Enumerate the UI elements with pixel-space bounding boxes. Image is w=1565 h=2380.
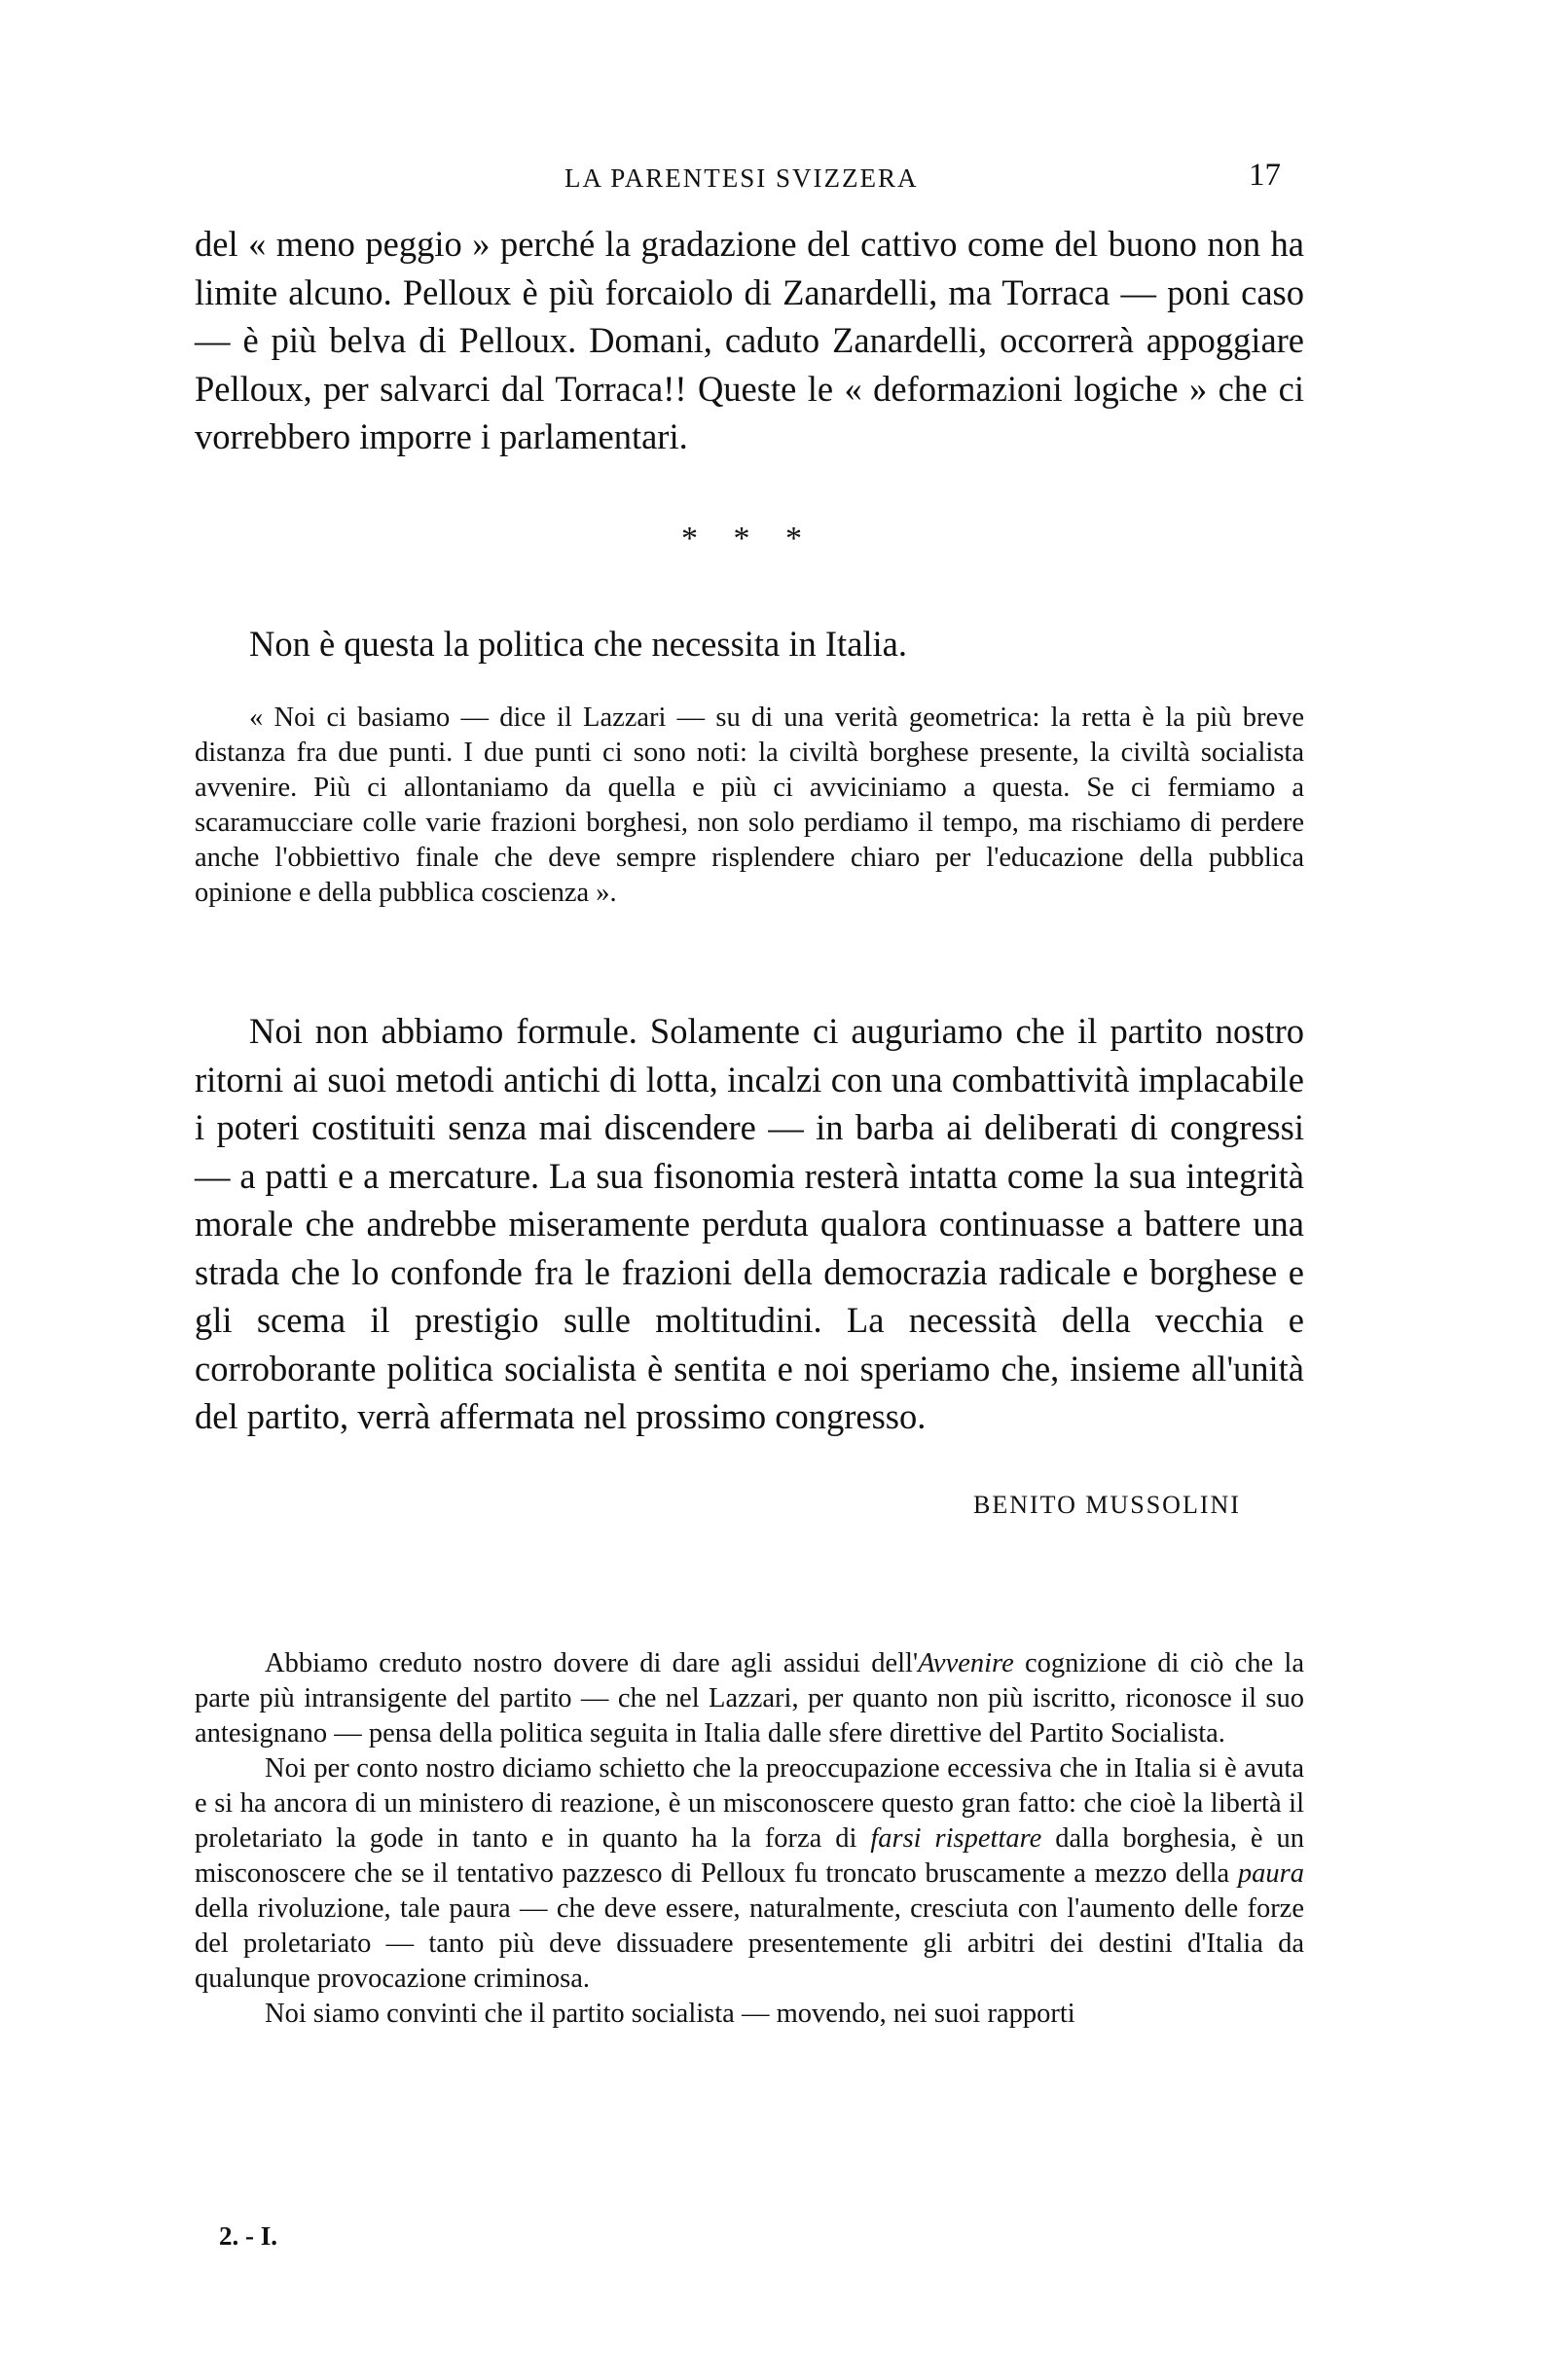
editorial-paragraph-3: Noi siamo convinti che il partito socialista — movendo, nei suoi rapporti [265, 1999, 1075, 2029]
editorial-note [195, 1646, 1304, 2032]
page-number: 17 [1249, 158, 1281, 193]
lazzari-quotation: « Noi ci basiamo — dice il Lazzari — su di una verità geometrica: la retta è la più breve distanza fra due punti. I due punti ci sono noti: la civiltà borghese presente, la civiltà socialista avvenire. Più ci allontaniamo da quella e più ci avviciniamo a questa. Se ci fermiamo a scaramucciare colle varie frazioni borghesi, non solo perdiamo il tempo, ma rischiamo di perdere anche l'obbiettivo finale che deve sempre risplendere chiaro per l'educazione della pubblica opinione e della pubblica coscienza ». [195, 703, 1304, 908]
emphasis-paura: paura [1237, 1858, 1304, 1889]
editorial-p1-text-end: cognizione di ciò che la parte più intransigente del partito — che nel Lazzari, per quanto non più iscritto, riconosce il suo antesignano — pensa della politica seguita in Italia dalle sfere direttive del Partito Socialista. [195, 1648, 1304, 1749]
running-title: LA PARENTESI SVIZZERA [564, 163, 919, 193]
editorial-p2-text-middle: dalla borghesia, è un misconoscere che se il tentativo pazzesco di Pelloux fu troncato bruscamente a mezzo della [195, 1823, 1304, 1889]
conclusion-paragraph: Noi non abbiamo formule. Solamente ci auguriamo che il partito nostro ritorni ai suoi metodi antichi di lotta, incalzi con una combattività implacabile i poteri costituiti senza mai discendere — in barba ai deliberati di congressi — a patti e a mercature. La sua fisonomia resterà intatta come la sua integrità morale che andrebbe miseramente perduta qualora continuasse a battere una strada che lo confonde fra le frazioni della democrazia radicale e borghese e gli scema il prestigio sulle moltitudini. La necessità della vecchia e corroborante politica socialista è sentita e noi speriamo che, insieme all'unità del partito, verrà affermata nel prossimo congresso. [195, 1011, 1304, 1436]
emphasis-farsi-rispettare: farsi rispettare [870, 1823, 1042, 1854]
editorial-paragraph-1 [195, 1646, 1304, 1751]
newspaper-title: Avvenire [918, 1648, 1014, 1678]
editorial-p2-text: Noi per conto nostro diciamo schietto che la preoccupazione eccessiva che in Italia si è avuta e si ha ancora di un ministero di reazione, è un misconoscere questo gran fatto: che cioè la libertà il proletariato la gode in tanto e in quanto ha la forza di [195, 1753, 1304, 1854]
opening-paragraph: del « meno peggio » perché la gradazione del cattivo come del buono non ha limite alcuno. Pelloux è più forcaiolo di Zanardelli, ma Torraca — poni caso — è più belva di Pelloux. Domani, caduto Zanardelli, occorrerà appoggiare Pelloux, per salvarci dal Torraca!! Queste le « deformazioni logiche » che ci vorrebbero imporre i parlamentari. [195, 224, 1304, 456]
signature-mark: 2. - I. [219, 2221, 277, 2251]
section-divider: * * * [681, 521, 816, 557]
statement-line: Non è questa la politica che necessita in Italia. [249, 624, 907, 664]
author-signature: BENITO MUSSOLINI [973, 1491, 1241, 1519]
editorial-paragraph-2 [195, 1751, 1304, 1997]
editorial-p2-text-end: della rivoluzione, tale paura — che deve essere, naturalmente, cresciuta con l'aumento delle forze del proletariato — tanto più deve dissuadere presentemente gli arbitri dei destini d'Italia da qualunque provocazione criminosa. [195, 1893, 1304, 1994]
editorial-p1-text: Abbiamo creduto nostro dovere di dare agli assidui dell' [265, 1648, 919, 1678]
